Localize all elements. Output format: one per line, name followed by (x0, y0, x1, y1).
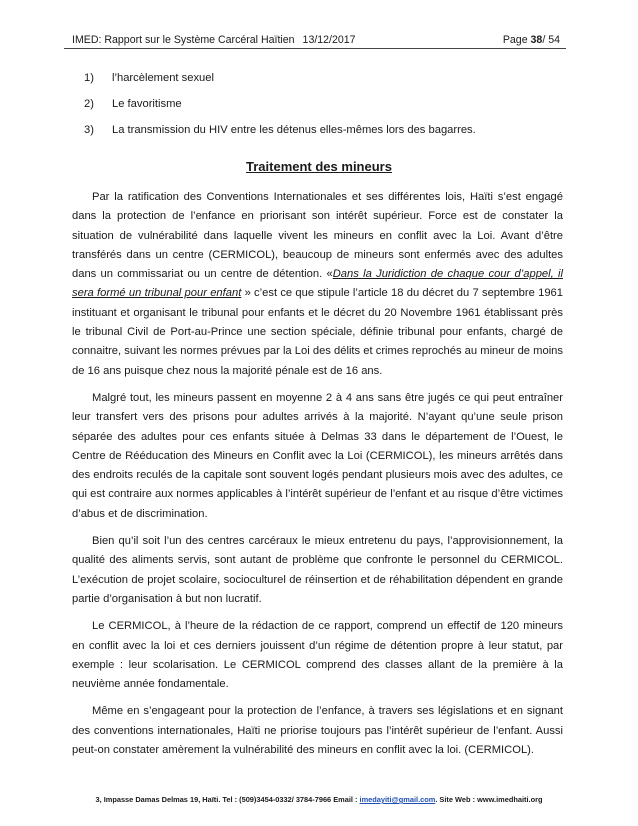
list-number: 3) (84, 124, 94, 136)
list-number: 1) (84, 72, 94, 84)
paragraph: Le CERMICOL, à l’heure de la rédaction de ce rapport, comprend un effectif de 120 mineurs en conflit avec la loi et ces derniers jouissent d’un régime de détention propre à leur statut, par exemple : leur scolarisation. Le CERMICOL comprend des classes allant de la première à la neuvième année fondamentale. (72, 620, 563, 691)
numbered-list (84, 72, 476, 150)
list-text: La transmission du HIV entre les détenus elles-mêmes lors des bagarres. (112, 124, 476, 136)
list-text: l’harcèlement sexuel (112, 72, 214, 84)
page-current: 38 (530, 34, 543, 46)
page-footer (0, 795, 638, 804)
paragraph: Bien qu’il soit l’un des centres carcéraux le mieux entretenu du pays, l’approvisionnement, la qualité des aliments servis, sont autant de problème que confronte le personnel du CERMICOL. L’exécution de projet scolaire, socioculturel de réinsertion et de réhabilitation dépendent en grande partie d’organisation à but non lucratif. (72, 535, 563, 605)
footer-address: 3, Impasse Damas Delmas 19, Haïti. Tel : (509)3454-0332/ 3784-7966 Email : (95, 795, 360, 804)
footer-website: . Site Web : www.imedhaiti.org (435, 795, 543, 804)
paragraph (72, 188, 563, 381)
header-title (72, 34, 356, 46)
body-text (72, 188, 563, 768)
list-number: 2) (84, 98, 94, 110)
page-header (64, 30, 566, 49)
paragraph-text: » c’est ce que stipule l’article 18 du décret du 7 septembre 1961 instituant et organisant le tribunal pour enfants et le décret du 20 Novembre 1961 établissant près le tribunal Civil de Port-au-Prince une section spéciale, définie tribunal pour enfants, chargé de connaitre, suivant les normes prévues par la Loi des délits et crimes reprochés au mineur de moins de 16 ans puisque chez nous la majorité pénale est de 16 ans. (72, 287, 563, 377)
paragraph-text: Par la ratification des Conventions Internationales et ses différentes lois, Haïti s’est engagé dans la protection de l’enfance en priorisant son intérêt supérieur. Force est de constater la situation de vulnérabilité dans laquelle vivent les mineurs en conflit avec la Loi. Avant d’être transférés dans un centre (CERMICOL), beaucoup de mineurs sont enfermés avec des adultes dans un commissariat ou un centre de détention. « (72, 191, 563, 281)
header-report-name: IMED: Rapport sur le Système Carcéral Haïtien (72, 34, 295, 46)
list-item (84, 124, 476, 150)
footer-email-link[interactable]: imedayiti@gmail.com (359, 795, 436, 804)
page-number (503, 34, 560, 46)
section-title: Traitement des mineurs (246, 159, 392, 174)
paragraph: Même en s’engageant pour la protection de l’enfance, à travers ses législations et en signant des conventions internationales, Haïti ne priorise toujours pas l’intérêt supérieur de l’enfant. Aussi peut-on constater amèrement la vulnérabilité des mineurs en conflit avec la loi. (CERMICOL). (72, 705, 563, 757)
list-text: Le favoritisme (112, 98, 182, 110)
header-date: 13/12/2017 (302, 34, 356, 46)
page-total: / 54 (542, 34, 560, 46)
list-item (84, 98, 476, 124)
quoted-law-text: Dans la Juridiction de chaque cour d’appel, il sera formé un tribunal pour enfant (72, 268, 563, 300)
page-label: Page (502, 34, 531, 46)
list-item (84, 72, 476, 98)
paragraph: Malgré tout, les mineurs passent en moyenne 2 à 4 ans sans être jugés ce qui peut entraîner leur transfert vers des prisons pour adultes arrivés à la majorité. N’ayant qu’une seule prison séparée des adultes pour ces enfants située à Delmas 33 dans le département de l’Ouest, le Centre de Rééducation des Mineurs en Conflit avec la Loi (CERMICOL), les mineurs arrêtés dans des endroits reculés de la capitale sont souvent logés pendant plusieurs mois avec des adultes, ce qui est contraire aux normes applicables à l’intérêt supérieur de l’enfant et au risque d’être victimes d’abus et de discrimination. (72, 391, 563, 520)
